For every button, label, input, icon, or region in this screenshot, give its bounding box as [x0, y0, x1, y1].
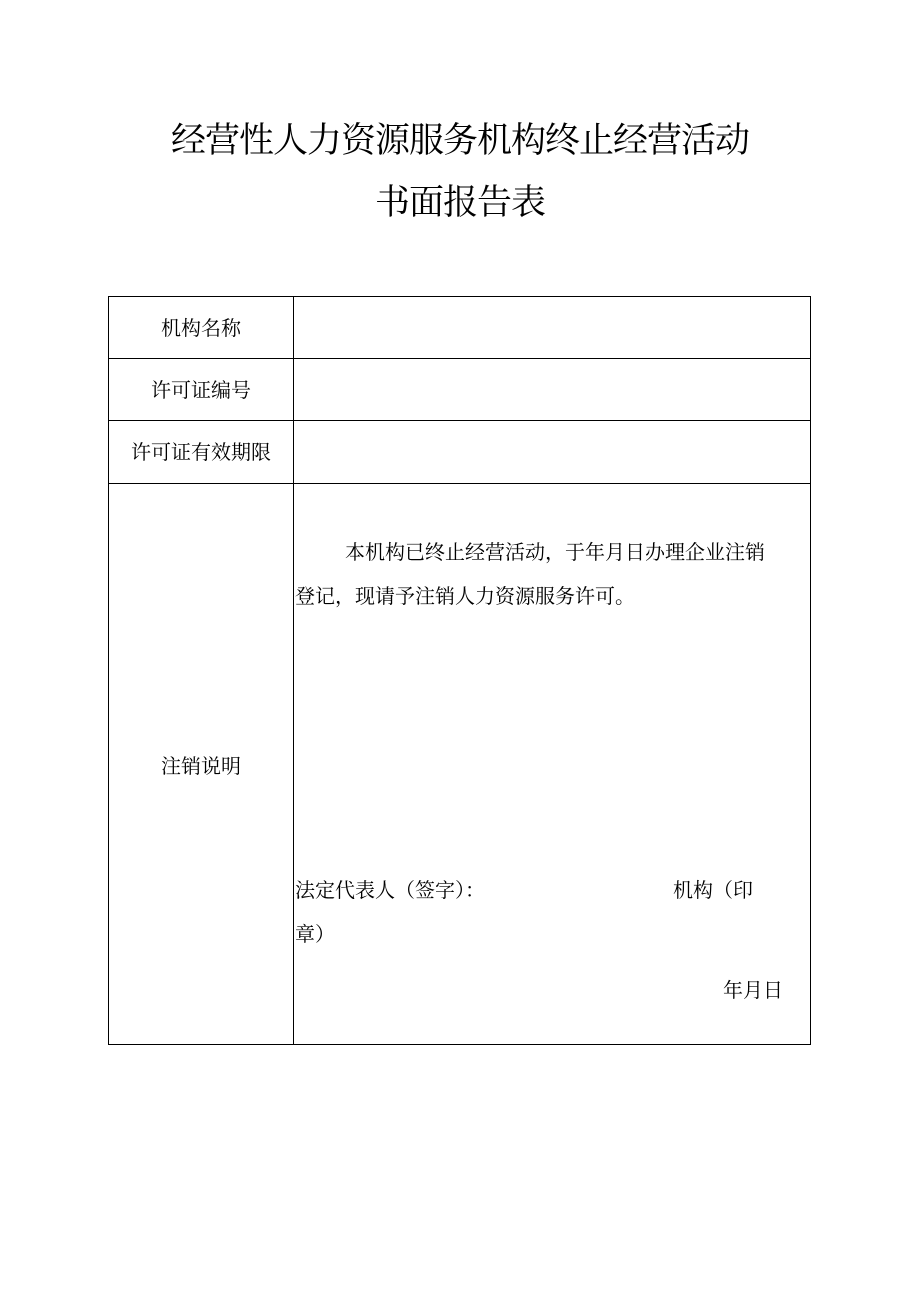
cancellation-statement-label: 注销说明	[161, 754, 241, 778]
row-divider	[109, 483, 810, 484]
row-divider	[109, 358, 810, 359]
date-label: 年月日	[723, 978, 783, 1002]
report-form-table	[108, 296, 811, 1045]
license-validity-label: 许可证有效期限	[131, 440, 271, 464]
column-divider	[293, 297, 294, 1044]
license-number-label: 许可证编号	[151, 378, 251, 402]
document-title-line-1: 经营性人力资源服务机构终止经营活动	[170, 121, 749, 161]
legal-representative-signature-label: 法定代表人（签字）：	[295, 878, 485, 902]
document-title-line-2: 书面报告表	[374, 183, 545, 223]
institution-seal-label-continued: 章）	[295, 922, 335, 946]
statement-line-2: 登记，现请予注销人力资源服务许可。	[295, 584, 635, 608]
statement-line-1: 本机构已终止经营活动，于年月日办理企业注销	[345, 540, 765, 564]
institution-seal-label: 机构（印	[673, 878, 753, 902]
row-divider	[109, 420, 810, 421]
institution-name-label: 机构名称	[161, 316, 241, 340]
